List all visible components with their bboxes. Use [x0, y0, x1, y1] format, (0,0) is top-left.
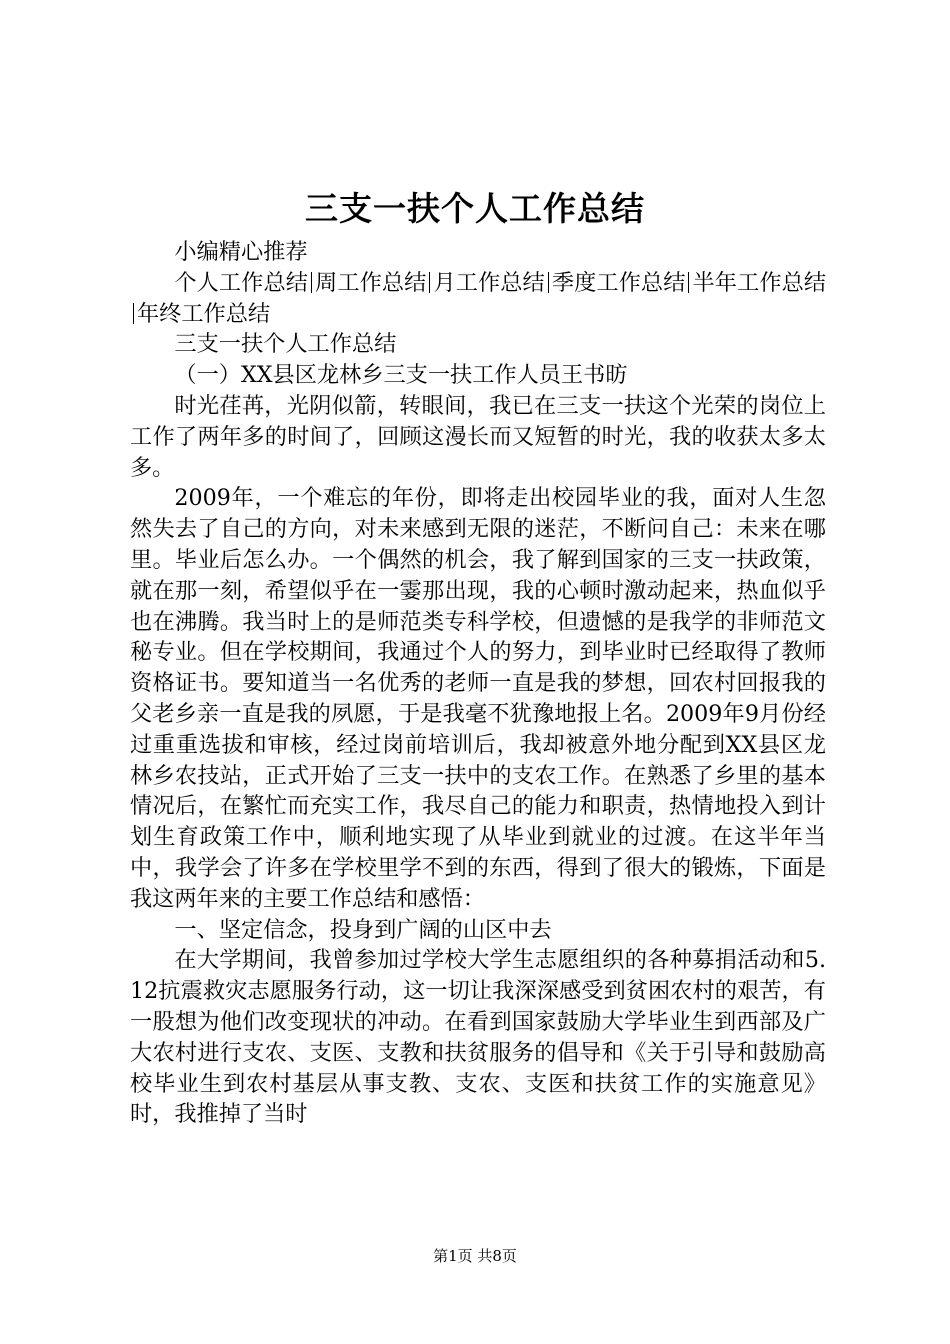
link-half-year-summary[interactable]: 半年工作总结	[692, 269, 827, 296]
link-separator	[548, 272, 549, 293]
link-separator	[311, 272, 312, 293]
link-monthly-summary[interactable]: 月工作总结	[433, 269, 545, 296]
link-separator	[133, 303, 134, 324]
author-line: （一）XX县区龙林乡三支一扶工作人员王书昉	[174, 362, 628, 389]
link-year-end-summary[interactable]: 年终工作总结	[137, 300, 271, 327]
document-subtitle: 三支一扶个人工作总结	[174, 331, 397, 358]
paragraph: 时光荏苒，光阴似箭，转眼间，我已在三支一扶这个光荣的岗位上工作了两年多的时间了，回顾这漫长而又短暂的时光，我的收获太多太多。	[130, 392, 826, 481]
document-title: 三支一扶个人工作总结	[305, 189, 645, 228]
paragraph: 2009年，一个难忘的年份，即将走出校园毕业的我，面对人生忽然失去了自己的方向，对未来感到无限的迷茫，不断问自己：未来在哪里。毕业后怎么办。一个偶然的机会，我了解到国家的三支一扶政策，就在那一刻，希望似乎在一霎那出现，我的心顿时激动起来，热血似乎也在沸腾。我当时上的是师范类专科学校，但遗憾的是我学的非师范文秘专业。但在学校期间，我通过个人的努力，到毕业时已经取得了教师资格证书。要知道当一名优秀的老师一直是我的梦想，回农村回报我的父老乡亲一直是我的夙愿，于是我毫不犹豫地报上名。2009年9月份经过重重选拔和审核，经过岗前培训后，我却被意外地分配到XX县区龙林乡农技站，正式开始了三支一扶中的支农工作。在熟悉了乡里的基本情况后，在繁忙而充实工作，我尽自己的能力和职责，热情地投入到计划生育政策工作中，顺利地实现了从毕业到就业的过渡。在这半年当中，我学会了许多在学校里学不到的东西，得到了很大的锻炼，下面是我这两年来的主要工作总结和感悟：	[130, 485, 826, 912]
link-weekly-summary[interactable]: 周工作总结	[314, 269, 427, 296]
link-personal-summary[interactable]: 个人工作总结	[174, 269, 308, 296]
link-quarterly-summary[interactable]: 季度工作总结	[551, 269, 686, 296]
section-heading: 一、坚定信念，投身到广阔的山区中去	[174, 916, 552, 943]
related-links	[130, 268, 826, 330]
page-footer: 第1页 共8页	[433, 1247, 517, 1265]
link-separator	[429, 272, 430, 293]
document-body	[130, 237, 826, 1130]
paragraph: 在大学期间，我曾参加过学校大学生志愿组织的各种募捐活动和5.12抗震救灾志愿服务行动，这一切让我深深感受到贫困农村的艰苦，有一股想为他们改变现状的冲动。在看到国家鼓励大学毕业生到西部及广大农村进行支农、支医、支教和扶贫服务的倡导和《关于引导和鼓励高校毕业生到农村基层从事支教、支农、支医和扶贫工作的实施意见》时，我推掉了当时	[130, 947, 826, 1128]
link-separator	[688, 272, 689, 293]
recommend-label: 小编精心推荐	[174, 239, 308, 265]
